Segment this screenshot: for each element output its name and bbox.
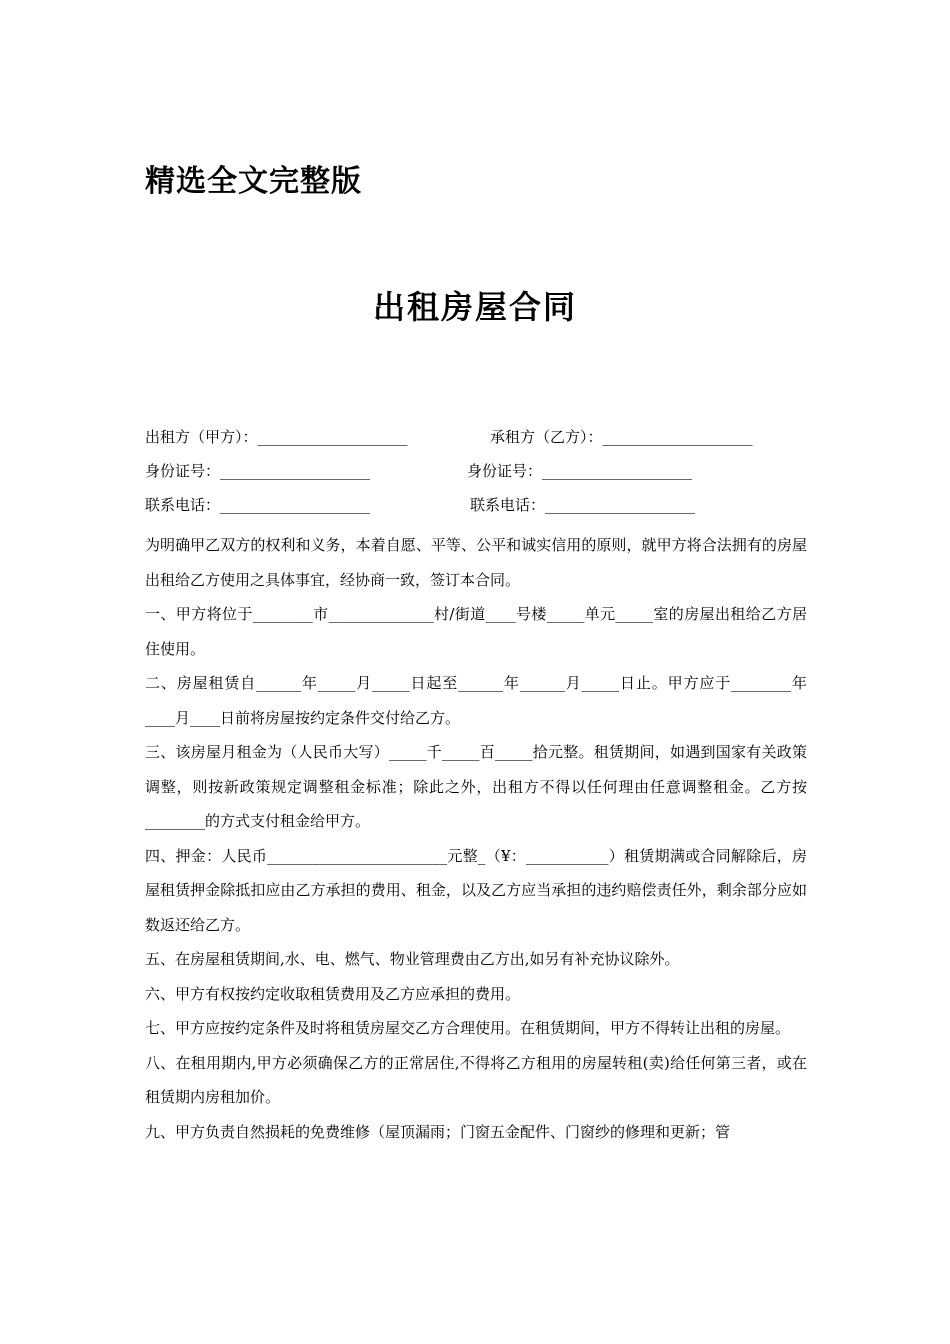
lessor-phone-field[interactable]: 联系电话：____________________ <box>145 496 371 514</box>
contract-body <box>145 528 807 1149</box>
lessee-id-field[interactable]: 身份证号：____________________ <box>467 462 693 480</box>
id-row <box>145 460 810 494</box>
contract-title: 出租房屋合同 <box>372 288 577 326</box>
lessee-field[interactable]: 承租方（乙方）：____________________ <box>490 428 753 446</box>
clause-9: 九、甲方负责自然损耗的免费维修（屋顶漏雨；门窗五金配件、门窗纱的修理和更新；管 <box>145 1122 731 1141</box>
lessor-id-field[interactable]: 身份证号：____________________ <box>145 462 371 480</box>
clause-8: 八、在租用期内,甲方必须确保乙方的正常居住,不得将乙方租用的房屋转租(卖)给任何第三者，或在租赁期内房租加价。 <box>145 1053 807 1106</box>
clause-3: 三、该房屋月租金为（人民币大写）_____千_____百_____拾元整。租赁期间，如遇到国家有关政策调整，则按新政策规定调整租金标准；除此之外，出租方不得以任何理由任意调整租金。乙方按________的方式支付租金给甲方。 <box>145 743 807 830</box>
clause-2: 二、房屋租赁自______年_____月_____日起至______年______月_____日止。甲方应于________年____月____日前将房屋按约定条件交付给乙方。 <box>145 674 807 727</box>
clause-7: 七、甲方应按约定条件及时将租赁房屋交乙方合理使用。在租赁期间，甲方不得转让出租的房屋。 <box>145 1019 791 1037</box>
party-info-fields <box>145 426 810 528</box>
clause-1: 一、甲方将位于________市______________村/街道____号楼_____单元_____室的房屋出租给乙方居住使用。 <box>145 605 807 658</box>
lessee-phone-field[interactable]: 联系电话：____________________ <box>470 496 696 514</box>
lessor-field[interactable]: 出租方（甲方）：____________________ <box>145 428 408 446</box>
phone-row <box>145 494 810 528</box>
clause-5: 五、在房屋租赁期间,水、电、燃气、物业管理费由乙方出,如另有补充协议除外。 <box>145 950 680 968</box>
clause-6: 六、甲方有权按约定收取租赁费用及乙方应承担的费用。 <box>145 984 521 1003</box>
document-header: 精选全文完整版 <box>145 164 362 199</box>
clause-4: 四、押金：人民币________________________元整_（¥：___________）租赁期满或合同解除后，房屋租赁押金除抵扣应由乙方承担的费用、租金，以及乙方应当承担的违约赔偿责任外，剩余部分应如数返还给乙方。 <box>145 846 807 934</box>
party-row <box>145 426 810 460</box>
clause-intro: 为明确甲乙双方的权利和义务，本着自愿、平等、公平和诚实信用的原则，就甲方将合法拥有的房屋出租给乙方使用之具体事宜，经协商一致，签订本合同。 <box>145 536 807 589</box>
